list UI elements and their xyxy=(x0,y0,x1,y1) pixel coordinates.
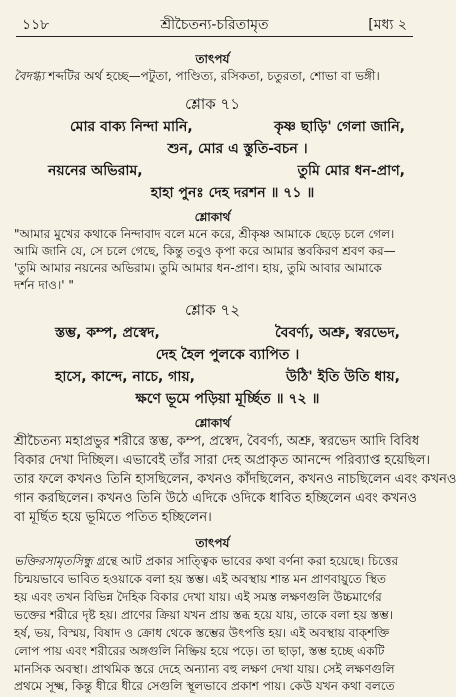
purport-text: গ্রন্থে আট প্রকার সাত্ত্বিক ভাবের কথা বর্ণনা করা হয়েছে। চিত্তের xyxy=(92,554,399,568)
verse-text: দেহ হৈল পুলকে ব্যাপিত । xyxy=(155,347,300,363)
page-number: ১১৮ xyxy=(22,17,50,33)
verse-text: হাহা পুনঃ দেহ দরশন ॥ ৭১ ॥ xyxy=(150,185,315,201)
translation-line: "আমার মুখের কথাকে নিন্দাবাদ বলে মনে করে, শ্রীকৃষ্ণ আমাকে ছেড়ে চলে গেল। xyxy=(14,227,395,241)
purport-line: প্রথমে সূক্ষ্ম, কিন্তু ধীরে ধীরে সেগুলি স্থূলভাবে প্রকাশ পায়। কেউ যখন কথা বলতে xyxy=(14,679,395,693)
purport-text: শব্দটির অর্থ হচ্ছে—পটুতা, পাণ্ডিত্য, রসিকতা, চতুরতা, শোভা বা ভঙ্গী। xyxy=(44,69,380,83)
verse-text: মোর বাক্য নিন্দা মানি, xyxy=(70,119,193,135)
translation-line: তার ফলে কখনও তিনি হাসছিলেন, কখনও কাঁদছিলেন, কখনও নাচছিলেন এবং কখনও xyxy=(14,472,456,487)
purport-line: ভক্তের শরীরে দৃষ্ট হয়। প্রাণের ক্রিয়া যখন প্রায় স্তব্ধ হয়ে যায়, তাকে বলা হয় স্তম্ভ। xyxy=(14,608,394,622)
verse-text: তুমি মোর ধন-প্রাণ, xyxy=(297,163,405,179)
verse-text: ক্ষণে ভূমে পড়িয়া মূর্চ্ছিত ॥ ৭২ ॥ xyxy=(135,391,320,407)
verse-heading: শ্লোক ৭১ xyxy=(185,95,240,113)
purport-line: লোপ পায় এবং শরীরের অঙ্গগুলি নিষ্ক্রিয় হয়ে পড়ে। তা ছাড়া, স্তম্ভ হচ্ছে একটি xyxy=(14,644,385,658)
purport-line: চিন্ময়ভাবে ভাবিত হওয়াকে বলা হয় স্তম্ভ। এই অবস্থায় শান্ত মন প্রাণবায়ুতে স্থিত xyxy=(14,572,386,586)
translation-line: গান করছিলেন। কখনও তিনি উঠে এদিকে ওদিকে ধাবিত হচ্ছিলেন এবং কখনও xyxy=(14,491,417,506)
translation-heading: শ্লোকার্থ xyxy=(194,416,231,430)
translation-line: বিকার দেখা দিচ্ছিল। এভাবেই তাঁর সারা দেহ অপ্রাকৃত আনন্দে পরিব্যাপ্ত হয়েছিল। xyxy=(14,453,431,468)
running-title: শ্রীচৈতন্য-চরিতামৃত xyxy=(160,17,269,33)
verse-text: স্তম্ভ, কম্প, প্রস্বেদ, xyxy=(55,325,160,341)
verse-text: বৈবর্ণ্য, অশ্রু, স্বরভেদ, xyxy=(275,325,400,341)
header-rule xyxy=(16,36,413,37)
translation-line: 'তুমি আমার নয়নের অভিরাম। তুমি আমার ধন-প্রাণ। হায়, তুমি আবার আমাকে xyxy=(14,261,382,275)
verse-line xyxy=(55,325,400,345)
verse-heading: শ্লোক ৭২ xyxy=(185,301,240,319)
purport-line xyxy=(14,555,411,569)
translation-line: দর্শন দাও।' " xyxy=(14,278,74,292)
verse-line xyxy=(48,163,405,183)
page-header xyxy=(22,13,407,35)
verse-text: কৃষ্ণ ছাড়ি' গেলা জানি, xyxy=(273,119,405,135)
verse-text: শুন, মোর এ স্তুতি-বচন । xyxy=(167,141,308,157)
verse-text: হাসে, কান্দে, নাচে, গায়, xyxy=(55,369,195,385)
translation-heading: শ্লোকার্থ xyxy=(194,210,231,224)
purport-line: হয় এবং তখন বিভিন্ন দৈহিক বিকার দেখা যায়। এই সমস্ত লক্ষণগুলি উচ্চমার্গের xyxy=(14,590,382,604)
purport-heading: তাৎপর্য xyxy=(195,536,230,550)
purport-heading: তাৎপর্য xyxy=(195,52,230,66)
verse-text: উঠি' ইতি উতি ধায়, xyxy=(286,369,400,385)
verse-line xyxy=(55,369,400,389)
translation-line: বা মূর্ছিত হয়ে ভূমিতে পতিত হচ্ছিলেন। xyxy=(14,510,212,525)
verse-line xyxy=(70,119,405,139)
translation-line: আমি জানি যে, সে চলে গেছে, কিন্তু তবুও কৃপা করে আমার স্তবকিরণ শ্রবণ কর— xyxy=(14,244,396,258)
purport-line xyxy=(14,70,411,84)
book-title: ভক্তিরসামৃতসিন্ধু xyxy=(14,554,93,568)
chapter-label: [মধ্য ২ xyxy=(368,17,407,33)
purport-line: মানসিক অবস্থা। প্রাথমিক স্তরে দেহে অন্যান্য বহু লক্ষণ দেখা যায়। সেই লক্ষণগুলি xyxy=(14,662,395,676)
purport-line: হর্ষ, ভয়, বিস্ময়, বিষাদ ও ক্রোধ থেকে স্তম্ভের উৎপত্তি হয়। এই অবস্থায় বাক্শক্তি xyxy=(14,626,390,640)
translation-line: শ্রীচৈতন্য মহাপ্রভুর শরীরে স্তম্ভ, কম্প, প্রস্বেদ, বৈবর্ণ্য, অশ্রু, স্বরভেদ আদি বিবিধ xyxy=(14,434,420,449)
verse-text: নয়নের অভিরাম, xyxy=(48,163,143,179)
purport-term: বৈদগ্ধ্য xyxy=(14,69,45,83)
